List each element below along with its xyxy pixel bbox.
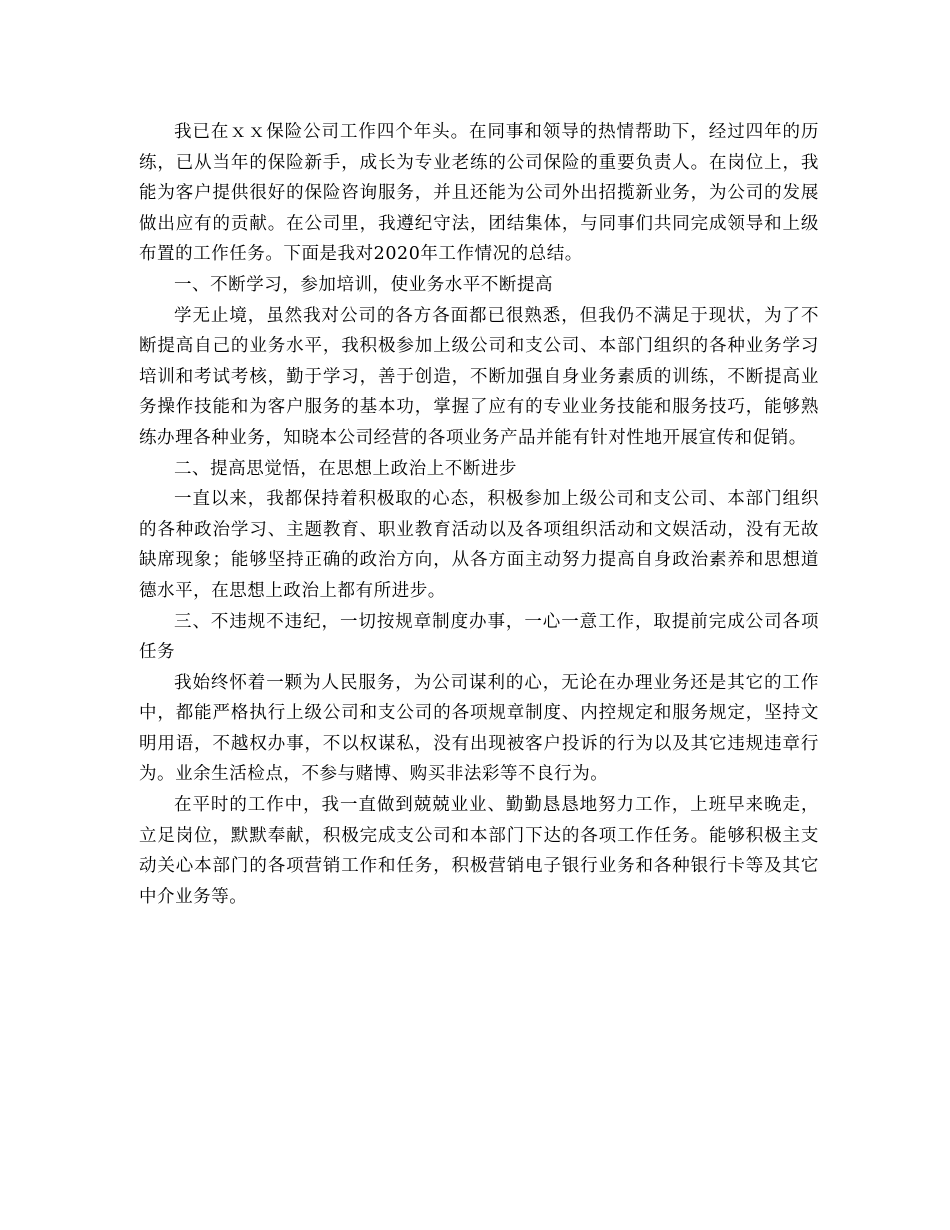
- section-3-paragraph: 我始终怀着一颗为人民服务，为公司谋利的心，无论在办理业务还是其它的工作中，都能严格执行上级公司和支公司的各项规章制度、内控规定和服务规定，坚持文明用语，不越权办事，不以权谋私，没有出现被客户投诉的行为以及其它违规违章行为。业余生活检点，不参与赌博、购买非法彩等不良行为。: [139, 672, 819, 785]
- section-heading-1: 一、不断学习，参加培训，使业务水平不断提高: [174, 274, 554, 295]
- section-1-paragraph: 学无止境，虽然我对公司的各方各面都已很熟悉，但我仍不满足于现状，为了不断提高自己的业务水平，我积极参加上级公司和支公司、本部门组织的各种业务学习培训和考试考核，勤于学习，善于创造，不断加强自身业务素质的训练，不断提高业务操作技能和为客户服务的基本功，掌握了应有的专业业务技能和服务技巧，能够熟练办理各种业务，知晓本公司经营的各项业务产品并能有针对性地开展宣传和促销。: [139, 305, 819, 448]
- document-body: [139, 117, 819, 912]
- section-2-paragraph: 一直以来，我都保持着积极取的心态，积极参加上级公司和支公司、本部门组织的各种政治学习、主题教育、职业教育活动以及各项组织活动和文娱活动，没有无故缺席现象；能够坚持正确的政治方向，从各方面主动努力提高自身政治素养和思想道德水平，在思想上政治上都有所进步。: [139, 489, 819, 601]
- intro-paragraph: 我已在ｘｘ保险公司工作四个年头。在同事和领导的热情帮助下，经过四年的历练，已从当年的保险新手，成长为专业老练的公司保险的重要负责人。在岗位上，我能为客户提供很好的保险咨询服务，并且还能为公司外出招揽新业务，为公司的发展做出应有的贡献。在公司里，我遵纪守法，团结集体，与同事们共同完成领导和上级布置的工作任务。下面是我对2020年工作情况的总结。: [139, 122, 819, 265]
- section-heading-3: 三、不违规不违纪，一切按规章制度办事，一心一意工作，取提前完成公司各项任务: [139, 611, 819, 663]
- section-heading-2: 二、提高思觉悟，在思想上政治上不断进步: [174, 458, 517, 479]
- closing-paragraph: 在平时的工作中，我一直做到兢兢业业、勤勤恳恳地努力工作，上班早来晚走，立足岗位，默默奉献，积极完成支公司和本部门下达的各项工作任务。能够积极主支动关心本部门的各项营销工作和任务，积极营销电子银行业务和各种银行卡等及其它中介业务等。: [139, 795, 819, 907]
